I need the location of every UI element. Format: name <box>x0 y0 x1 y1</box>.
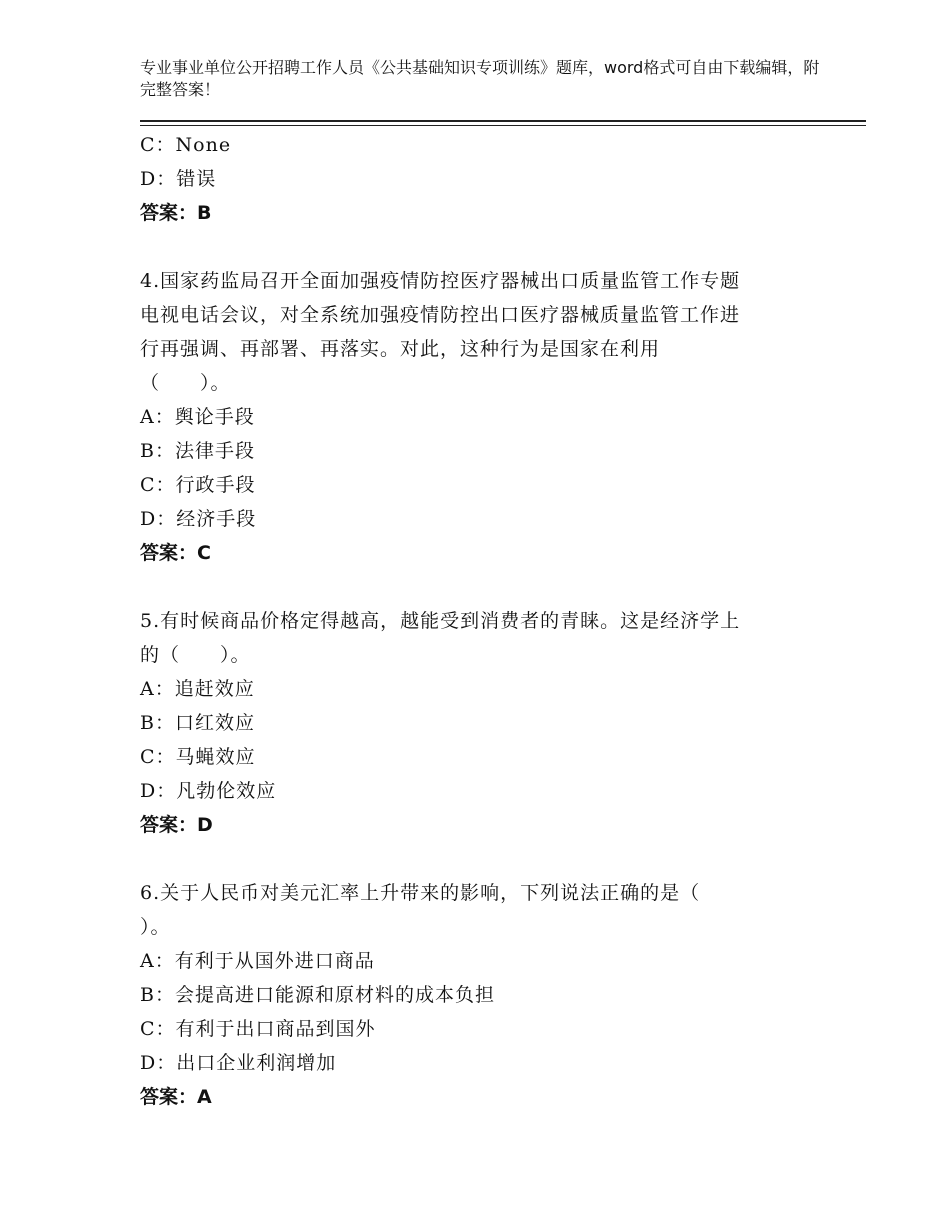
question-text-line: 4.国家药监局召开全面加强疫情防控医疗器械出口质量监管工作专题 <box>140 270 741 292</box>
option-b: B：法律手段 <box>140 440 255 462</box>
header-rule-thick <box>140 120 866 122</box>
question-text-line: ）。 <box>140 916 171 938</box>
option-b: B：会提高进口能源和原材料的成本负担 <box>140 984 495 1006</box>
answer-line: 答案：D <box>140 814 213 836</box>
answer-line: 答案：C <box>140 542 211 564</box>
answer-line: 答案：B <box>140 202 212 224</box>
question-6 <box>140 876 810 1114</box>
header-rule-thin <box>140 125 866 126</box>
option-d: D：出口企业利润增加 <box>140 1052 337 1074</box>
question-text-line: 5.有时候商品价格定得越高，越能受到消费者的青睐。这是经济学上 <box>140 610 741 632</box>
option-c: C：None <box>140 134 232 156</box>
question-text-line: 行再强调、再部署、再落实。对此，这种行为是国家在利用 <box>140 338 661 360</box>
question-4 <box>140 264 810 570</box>
question-text-line: 的（ ）。 <box>140 644 251 666</box>
option-d: D：错误 <box>140 168 217 190</box>
option-d: D：凡勃伦效应 <box>140 780 277 802</box>
option-a: A：舆论手段 <box>140 406 255 428</box>
option-d: D：经济手段 <box>140 508 257 530</box>
option-a: A：有利于从国外进口商品 <box>140 950 375 972</box>
question-5 <box>140 604 810 842</box>
answer-line: 答案：A <box>140 1086 212 1108</box>
option-c: C：有利于出口商品到国外 <box>140 1018 376 1040</box>
option-c: C：行政手段 <box>140 474 256 496</box>
page-header-title: 专业事业单位公开招聘工作人员《公共基础知识专项训练》题库，word格式可自由下载编辑，附完整答案！ <box>140 58 820 99</box>
previous-question-tail <box>140 128 810 230</box>
document-content <box>140 128 810 1114</box>
question-text-line: 电视电话会议，对全系统加强疫情防控出口医疗器械质量监管工作进 <box>140 304 741 326</box>
question-text-line: （ ）。 <box>140 372 231 394</box>
option-a: A：追赶效应 <box>140 678 255 700</box>
option-b: B：口红效应 <box>140 712 255 734</box>
question-text-line: 6.关于人民币对美元汇率上升带来的影响，下列说法正确的是（ <box>140 882 701 904</box>
option-c: C：马蝇效应 <box>140 746 256 768</box>
